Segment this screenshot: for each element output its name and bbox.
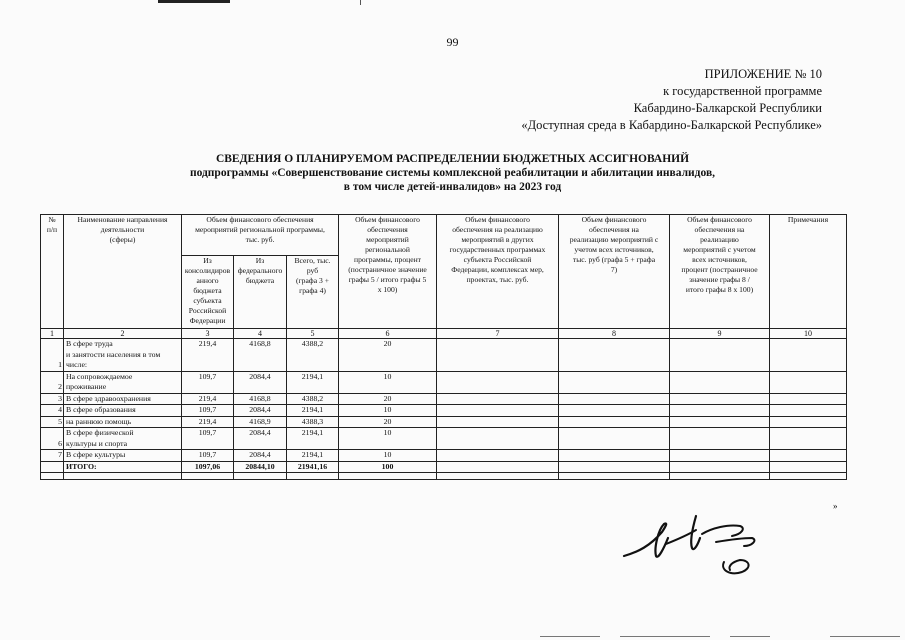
page-number: 99	[446, 35, 459, 49]
total-share-all	[670, 461, 770, 473]
column-number: 5	[287, 329, 339, 339]
header-total: Всего, тыс. руб (графа 3 + графа 4)	[287, 256, 339, 329]
cell-consolidated: 109,7	[182, 405, 234, 417]
row-name: В сфере здравоохранения	[64, 393, 182, 405]
column-number: 4	[234, 329, 287, 339]
header-all-sources: Объем финансового обеспечения на реализацию мероприятий с учетом всех источников, тыс. руб (графа 5 + графа 7)	[559, 215, 670, 329]
scan-artifact	[158, 0, 230, 3]
cell-consolidated: 219,4	[182, 416, 234, 428]
cell-share: 10	[339, 371, 437, 393]
header-share-all: Объем финансового обеспечения на реализацию мероприятий с учетом всех источников, процент (постраничное значение графы 8 / итого графы 8 х 100)	[670, 215, 770, 329]
total-label: ИТОГО:	[64, 461, 182, 473]
appendix-header	[402, 66, 822, 134]
row-name: В сфере культуры	[64, 450, 182, 462]
handwritten-signature	[620, 508, 780, 580]
appendix-line: к государственной программе	[663, 84, 822, 98]
empty-cell	[234, 473, 287, 480]
total-other	[437, 461, 559, 473]
appendix-line: Кабардино-Балкарской Республики	[633, 101, 822, 115]
cell-share: 10	[339, 405, 437, 417]
header-name: Наименование направления деятельности (сферы)	[64, 215, 182, 329]
document-title	[0, 152, 905, 194]
cell-total: 2194,1	[287, 450, 339, 462]
column-number: 3	[182, 329, 234, 339]
column-number: 7	[437, 329, 559, 339]
column-number: 2	[64, 329, 182, 339]
header-volume-group: Объем финансового обеспечения мероприятий региональной программы, тыс. руб.	[182, 215, 339, 256]
total-row	[41, 461, 847, 473]
cell-all-sources	[559, 405, 670, 417]
appendix-line: «Доступная среда в Кабардино-Балкарской Республике»	[521, 118, 822, 132]
cell-consolidated: 109,7	[182, 450, 234, 462]
cell-consolidated: 219,4	[182, 393, 234, 405]
total-share: 100	[339, 461, 437, 473]
column-number: 8	[559, 329, 670, 339]
column-number: 10	[770, 329, 847, 339]
column-number: 9	[670, 329, 770, 339]
empty-cell	[670, 473, 770, 480]
cell-other	[437, 339, 559, 372]
header-consolidated: Из консолидиров анного бюджета субъекта Российской Федерации	[182, 256, 234, 329]
empty-cell	[64, 473, 182, 480]
header-share-regional: Объем финансового обеспечения мероприятий региональной программы, процент (постраничное значение графы 5 / итого графы 5 х 100)	[339, 215, 437, 329]
total-num-cell	[41, 461, 64, 473]
column-number-row	[41, 329, 847, 339]
title-line: в том числе детей-инвалидов» на 2023 год	[343, 181, 562, 193]
cell-share: 20	[339, 416, 437, 428]
cell-notes	[770, 450, 847, 462]
cell-all-sources	[559, 416, 670, 428]
header-federal: Из федерального бюджета	[234, 256, 287, 329]
cell-other	[437, 428, 559, 450]
row-name: На сопровождаемое проживание	[64, 371, 182, 393]
cell-share: 10	[339, 428, 437, 450]
scan-artifact	[360, 0, 361, 5]
cell-share-all	[670, 393, 770, 405]
row-name: В сфере труда и занятости населения в том числе:	[64, 339, 182, 372]
cell-share-all	[670, 371, 770, 393]
row-name: В сфере образования	[64, 405, 182, 417]
cell-total: 2194,1	[287, 428, 339, 450]
row-number: 3	[41, 393, 64, 405]
cell-share: 10	[339, 450, 437, 462]
continuation-mark: »	[833, 501, 838, 511]
row-number: 6	[41, 428, 64, 450]
empty-cell	[287, 473, 339, 480]
table-row	[41, 393, 847, 405]
cell-federal: 4168,8	[234, 339, 287, 372]
empty-cell	[41, 473, 64, 480]
empty-row	[41, 473, 847, 480]
cell-notes	[770, 393, 847, 405]
cell-all-sources	[559, 393, 670, 405]
total-sum: 21941,16	[287, 461, 339, 473]
appendix-line: ПРИЛОЖЕНИЕ № 10	[704, 67, 822, 81]
cell-notes	[770, 339, 847, 372]
cell-federal: 4168,8	[234, 393, 287, 405]
empty-cell	[770, 473, 847, 480]
allocation-table	[40, 214, 847, 480]
cell-share-all	[670, 428, 770, 450]
cell-other	[437, 450, 559, 462]
cell-total: 2194,1	[287, 371, 339, 393]
cell-other	[437, 405, 559, 417]
cell-share-all	[670, 405, 770, 417]
cell-other	[437, 393, 559, 405]
scan-artifact	[500, 633, 905, 640]
empty-cell	[437, 473, 559, 480]
total-notes	[770, 461, 847, 473]
cell-notes	[770, 416, 847, 428]
cell-total: 4388,2	[287, 393, 339, 405]
table-row	[41, 428, 847, 450]
cell-share-all	[670, 339, 770, 372]
cell-federal: 2084,4	[234, 405, 287, 417]
cell-share-all	[670, 416, 770, 428]
cell-other	[437, 371, 559, 393]
cell-federal: 2084,4	[234, 428, 287, 450]
table-row	[41, 339, 847, 372]
cell-total: 4388,2	[287, 339, 339, 372]
row-name: на раннюю помощь	[64, 416, 182, 428]
cell-all-sources	[559, 339, 670, 372]
cell-consolidated: 109,7	[182, 428, 234, 450]
row-number: 5	[41, 416, 64, 428]
header-row	[41, 215, 847, 256]
cell-other	[437, 416, 559, 428]
column-number: 6	[339, 329, 437, 339]
cell-all-sources	[559, 450, 670, 462]
cell-consolidated: 109,7	[182, 371, 234, 393]
row-number: 1	[41, 339, 64, 372]
header-num: № п/п	[41, 215, 64, 329]
cell-notes	[770, 405, 847, 417]
cell-notes	[770, 428, 847, 450]
row-number: 4	[41, 405, 64, 417]
cell-total: 2194,1	[287, 405, 339, 417]
row-number: 7	[41, 450, 64, 462]
cell-federal: 2084,4	[234, 371, 287, 393]
table-row	[41, 371, 847, 393]
cell-share: 20	[339, 339, 437, 372]
row-number: 2	[41, 371, 64, 393]
cell-share-all	[670, 450, 770, 462]
header-notes: Примечания	[770, 215, 847, 329]
cell-notes	[770, 371, 847, 393]
empty-cell	[339, 473, 437, 480]
cell-total: 4388,3	[287, 416, 339, 428]
table-row	[41, 450, 847, 462]
cell-all-sources	[559, 428, 670, 450]
empty-cell	[559, 473, 670, 480]
title-line: СВЕДЕНИЯ О ПЛАНИРУЕМОМ РАСПРЕДЕЛЕНИИ БЮДЖЕТНЫХ АССИГНОВАНИЙ	[215, 153, 690, 165]
column-number: 1	[41, 329, 64, 339]
cell-all-sources	[559, 371, 670, 393]
total-consolidated: 1097,06	[182, 461, 234, 473]
cell-share: 20	[339, 393, 437, 405]
cell-federal: 2084,4	[234, 450, 287, 462]
header-other-programs: Объем финансового обеспечения на реализацию мероприятий в других государственных программах субъекта Российской Федерации, комплексах мер, проектах, тыс. руб.	[437, 215, 559, 329]
table-row	[41, 405, 847, 417]
total-federal: 20844,10	[234, 461, 287, 473]
title-line: подпрограммы «Совершенствование системы комплексной реабилитации и абилитации инвалидов,	[189, 167, 716, 179]
cell-consolidated: 219,4	[182, 339, 234, 372]
row-name: В сфере физической культуры и спорта	[64, 428, 182, 450]
table-row	[41, 416, 847, 428]
cell-federal: 4168,9	[234, 416, 287, 428]
empty-cell	[182, 473, 234, 480]
total-all-sources	[559, 461, 670, 473]
